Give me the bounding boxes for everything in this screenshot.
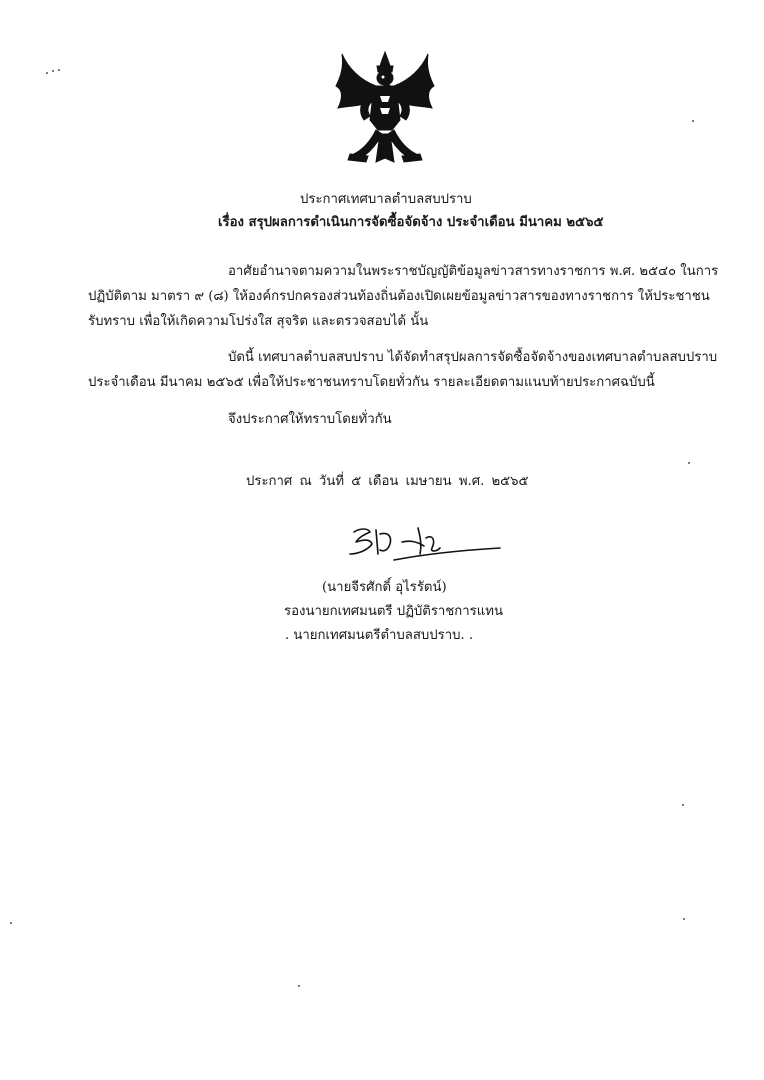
scan-speck <box>10 922 12 924</box>
scan-speck <box>683 918 685 920</box>
handwritten-signature <box>336 520 504 570</box>
scan-speck <box>58 69 60 71</box>
paragraph-2-line-2: ประจำเดือน มีนาคม ๒๕๖๕ เพื่อให้ประชาชนทราบโดยทั่วกัน รายละเอียดตามแนบท้ายประกาศฉบับนี้ <box>88 375 655 390</box>
scan-speck <box>688 462 690 464</box>
garuda-emblem-icon <box>330 50 440 168</box>
announcement-date: ประกาศ ณ วันที่ ๕ เดือน เมษายน พ.ศ. ๒๕๖๕ <box>246 474 529 489</box>
signer-position-line-2: . นายกเทศมนตรีตำบลสบปราบ. . <box>285 628 474 643</box>
announcement-title: ประกาศเทศบาลตำบลสบปราบ <box>300 192 472 207</box>
scan-speck <box>298 985 300 987</box>
scan-speck <box>52 70 54 72</box>
scan-speck <box>682 804 684 806</box>
announcement-subject: เรื่อง สรุปผลการดำเนินการจัดซื้อจัดจ้าง ประจำเดือน มีนาคม ๒๕๖๕ <box>218 215 604 230</box>
paragraph-1-line-1: อาศัยอำนาจตามความในพระราชบัญญัติข้อมูลข่าวสารทางราชการ พ.ศ. ๒๕๔๐ ในการ <box>228 264 719 279</box>
signer-name: (นายจีรศักดิ์ อุไรรัตน์) <box>322 580 447 595</box>
paragraph-3: จึงประกาศให้ทราบโดยทั่วกัน <box>228 412 392 427</box>
signer-position-line-1: รองนายกเทศมนตรี ปฏิบัติราชการแทน <box>284 604 503 619</box>
paragraph-2-line-1: บัดนี้ เทศบาลตำบลสบปราบ ได้จัดทำสรุปผลการจัดซื้อจัดจ้างของเทศบาลตำบลสบปราบ <box>228 350 718 365</box>
paragraph-1-line-3: รับทราบ เพื่อให้เกิดความโปร่งใส สุจริต และตรวจสอบได้ นั้น <box>88 314 429 329</box>
scan-speck <box>692 120 694 122</box>
scan-speck <box>46 72 48 74</box>
paragraph-1-line-2: ปฏิบัติตาม มาตรา ๙ (๘) ให้องค์กรปกครองส่วนท้องถิ่นต้องเปิดเผยข้อมูลข่าวสารของทางราชการ ให้ประชาชน <box>88 289 710 304</box>
